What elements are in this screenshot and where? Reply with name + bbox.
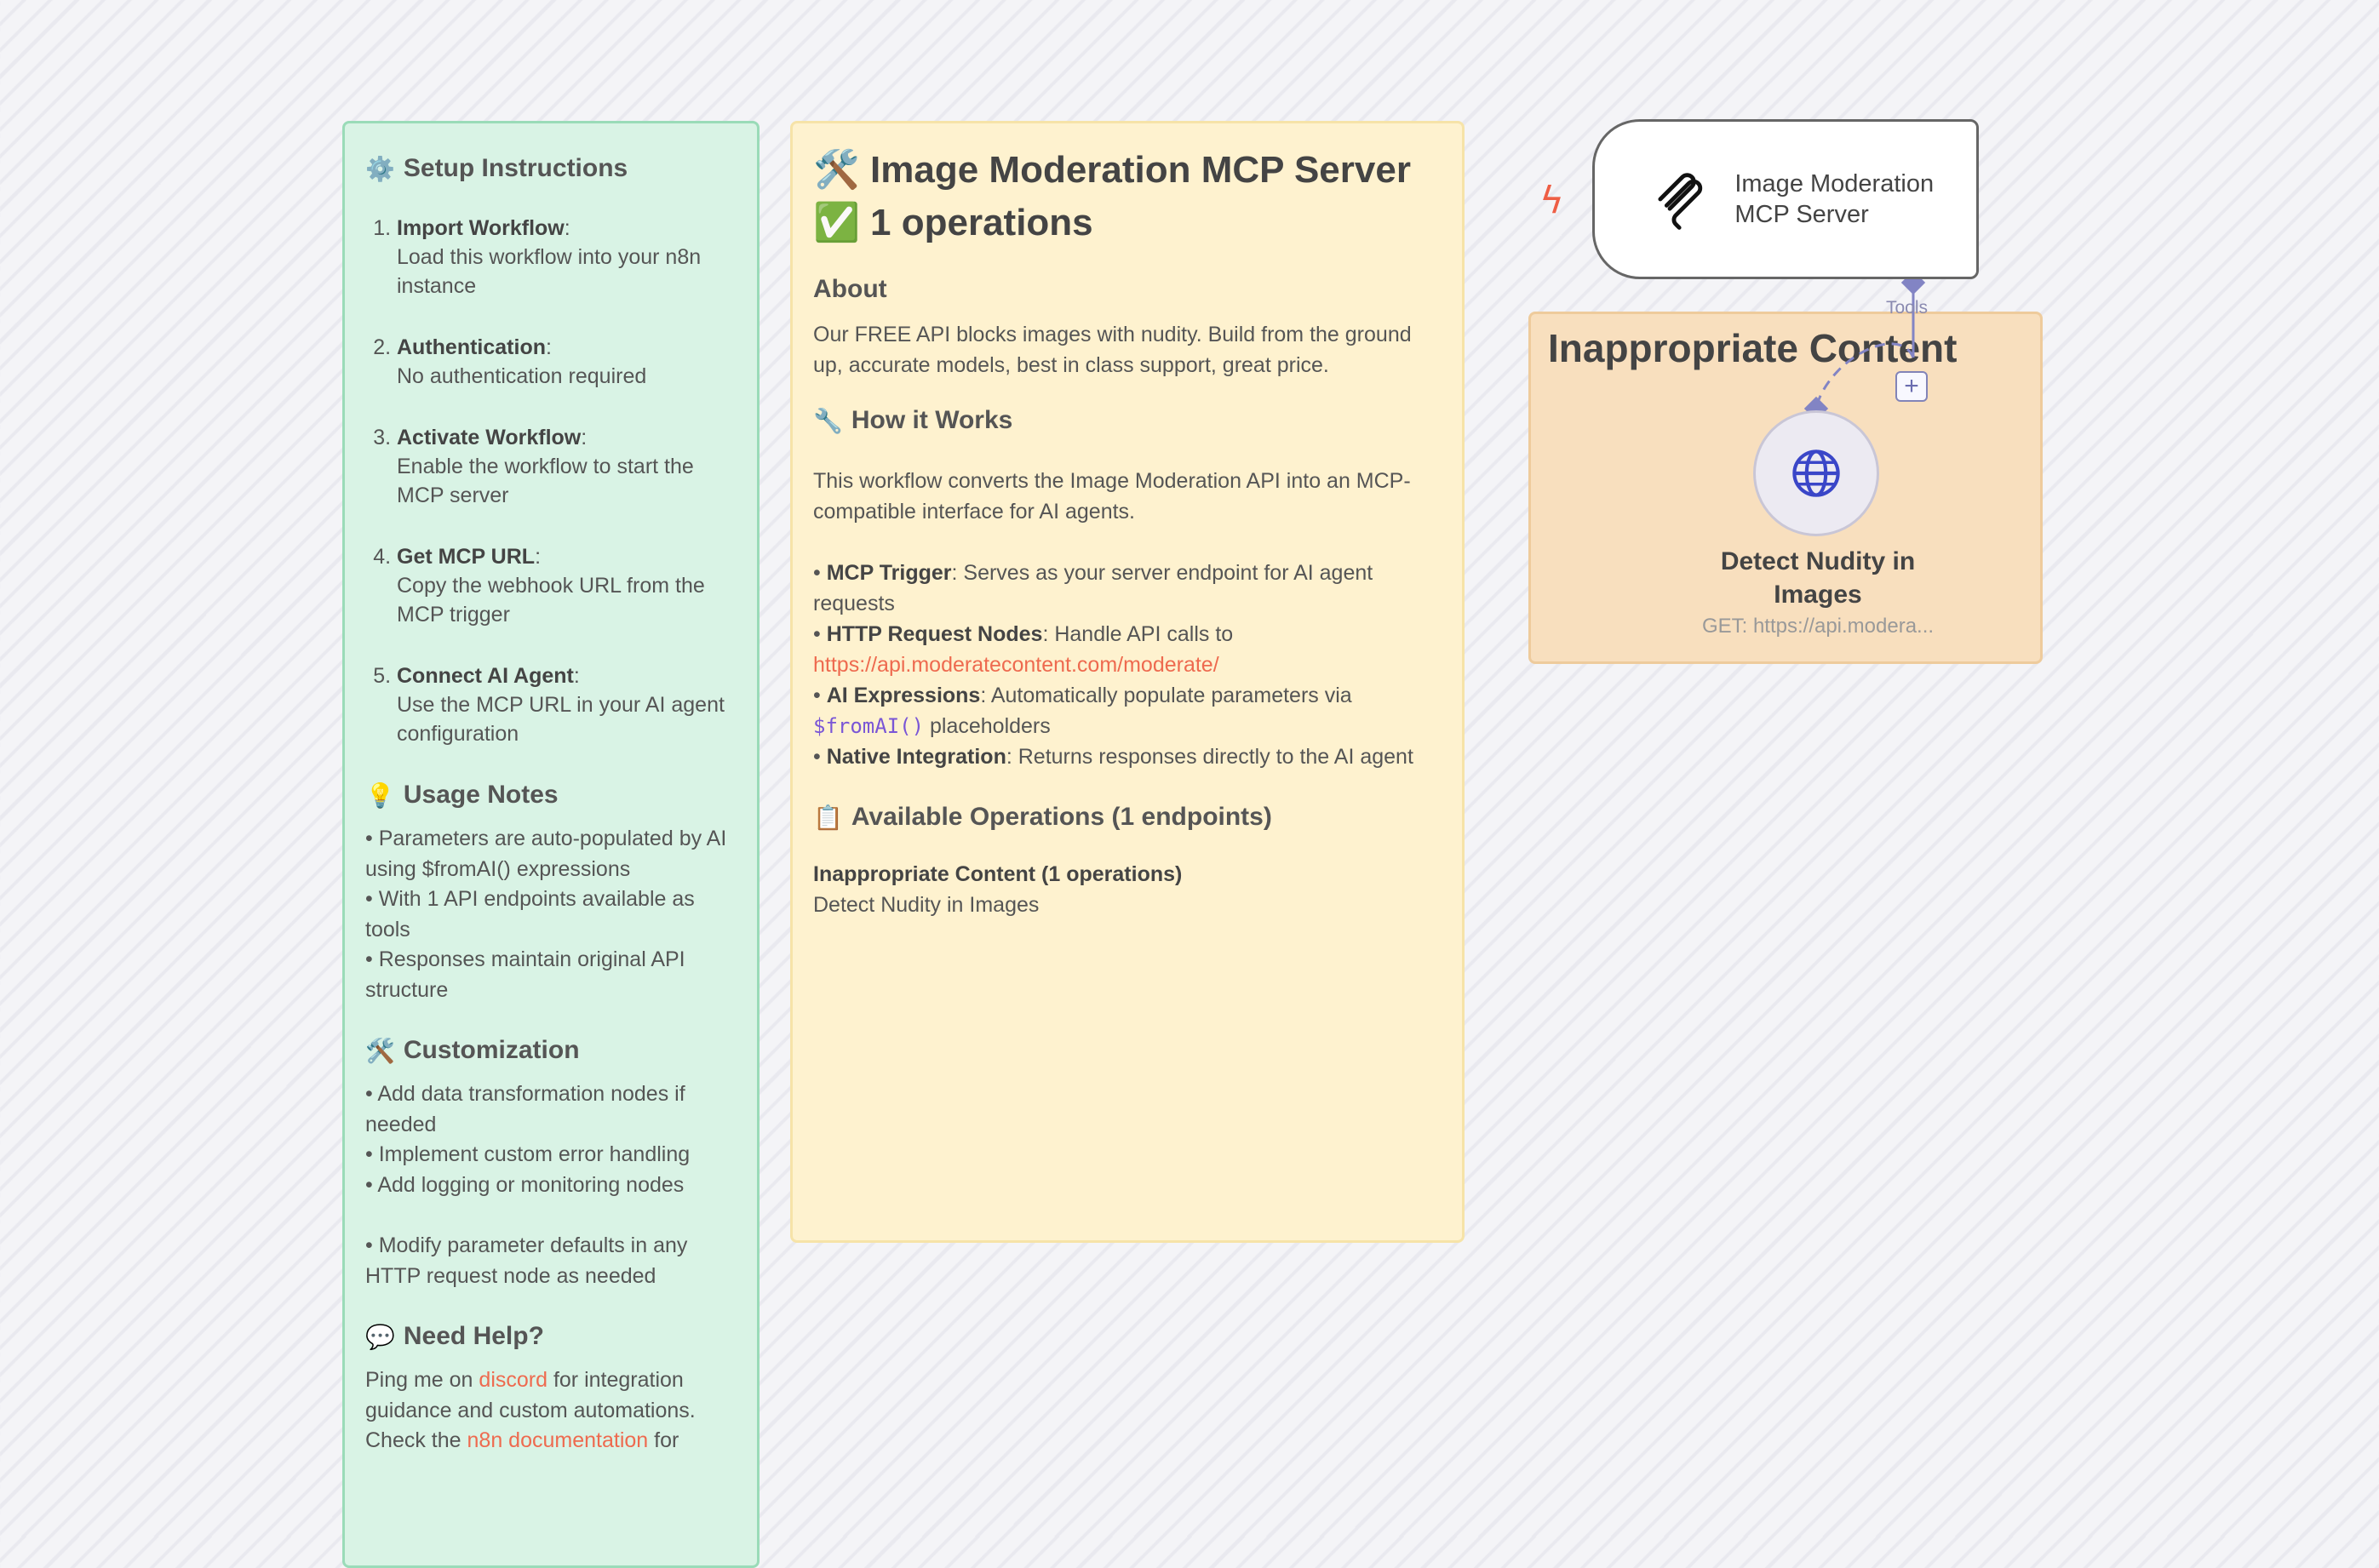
mcp-node-label: Image Moderation MCP Server: [1734, 170, 1935, 228]
tools-icon: 🛠️: [365, 1036, 395, 1065]
step-item: 3. Activate Workflow: Enable the workflow to start the MCP server: [397, 423, 737, 510]
globe-icon: [1789, 446, 1843, 501]
operations-count: 1 operations: [870, 202, 1093, 243]
customization-item: • Modify parameter defaults in any HTTP request node as needed: [365, 1233, 688, 1288]
wrench-icon: 🔧: [813, 406, 843, 435]
usage-notes-title: Usage Notes: [403, 781, 559, 809]
customization-item: • Add logging or monitoring nodes: [365, 1172, 685, 1197]
operation-group-name: Inappropriate Content (1 operations): [813, 862, 1183, 886]
about-text: Our FREE API blocks images with nudity. Build from the ground up, accurate models, best in class support, great price.: [813, 323, 1412, 377]
step-item: 5. Connect AI Agent: Use the MCP URL in your AI agent configuration: [397, 661, 737, 748]
feature-bullet: • MCP Trigger: Serves as your server endpoint for AI agent requests: [813, 561, 1373, 615]
trigger-bolt-icon: ϟ: [1539, 179, 1565, 222]
speech-bubble-icon: 💬: [365, 1322, 395, 1351]
n8n-docs-link[interactable]: n8n documentation: [467, 1428, 649, 1452]
mcp-logo-icon: [1648, 167, 1711, 232]
tools-port-label: Tools: [1886, 298, 1929, 318]
feature-bullet: • HTTP Request Nodes: Handle API calls to https://api.moderatecontent.com/moderate/: [813, 622, 1234, 677]
how-it-works-text: This workflow converts the Image Moderation API into an MCP-compatible interface for AI agents.: [813, 469, 1411, 524]
step-desc: Copy the webhook URL from the MCP trigger: [397, 574, 705, 627]
operation-item: Detect Nudity in Images: [813, 893, 1040, 917]
check-icon: ✅: [813, 201, 860, 244]
add-tool-button[interactable]: +: [1895, 371, 1928, 402]
need-help-text: Ping me on discord for integration guidance and custom automations. Check the n8n documentation for: [365, 1368, 696, 1452]
step-label: Activate Workflow: [397, 426, 582, 449]
customization-title: Customization: [403, 1036, 580, 1064]
discord-link[interactable]: discord: [479, 1368, 548, 1392]
usage-note: • Responses maintain original API structure: [365, 947, 685, 1002]
customization-item: • Add data transformation nodes if needed: [365, 1082, 685, 1136]
step-desc: Enable the workflow to start the MCP server: [397, 455, 694, 507]
step-label: Connect AI Agent: [397, 664, 574, 688]
usage-note: • With 1 API endpoints available as tools: [365, 887, 695, 941]
available-operations-heading: 📋 Available Operations (1 endpoints): [813, 803, 1272, 832]
feature-bullet: • Native Integration: Returns responses directly to the AI agent: [813, 745, 1413, 769]
step-label: Import Workflow: [397, 216, 565, 240]
need-help-title: Need Help?: [403, 1322, 544, 1350]
about-heading: About: [813, 275, 887, 303]
group-title: Inappropriate Content: [1548, 326, 1958, 370]
step-item: 1. Import Workflow: Load this workflow into your n8n instance: [397, 214, 737, 300]
feature-bullet: • AI Expressions: Automatically populate parameters via $fromAI() placeholders: [813, 684, 1352, 738]
setup-title: Setup Instructions: [403, 154, 628, 182]
api-url-link[interactable]: https://api.moderatecontent.com/moderate/: [813, 653, 1219, 677]
step-desc: Use the MCP URL in your AI agent configuration: [397, 693, 725, 746]
usage-note: • Parameters are auto-populated by AI using $fromAI() expressions: [365, 827, 727, 881]
gear-icon: ⚙️: [365, 154, 395, 183]
mcp-server-trigger-node[interactable]: [1592, 119, 1979, 279]
how-it-works-heading: 🔧 How it Works: [813, 406, 1013, 435]
clipboard-icon: 📋: [813, 803, 843, 832]
tools-icon: 🛠️: [813, 148, 860, 192]
tool-node-label: Detect Nudity in Images: [1720, 547, 1916, 609]
step-item: 4. Get MCP URL: Copy the webhook URL from the MCP trigger: [397, 542, 737, 629]
step-desc: Load this workflow into your n8n instance: [397, 245, 702, 298]
step-label: Get MCP URL: [397, 545, 536, 569]
server-title: 🛠️ Image Moderation MCP Server ✅ 1 operations: [813, 148, 1411, 244]
customization-item: • Implement custom error handling: [365, 1142, 691, 1166]
detect-nudity-tool-node[interactable]: [1753, 410, 1879, 536]
lightbulb-icon: 💡: [365, 781, 395, 810]
step-item: 2. Authentication: No authentication required: [397, 333, 737, 391]
step-label: Authentication: [397, 335, 546, 359]
step-desc: No authentication required: [397, 364, 647, 388]
fromai-code: $fromAI(): [813, 714, 925, 738]
tool-node-subtitle: GET: https://api.modera...: [1701, 615, 1935, 638]
